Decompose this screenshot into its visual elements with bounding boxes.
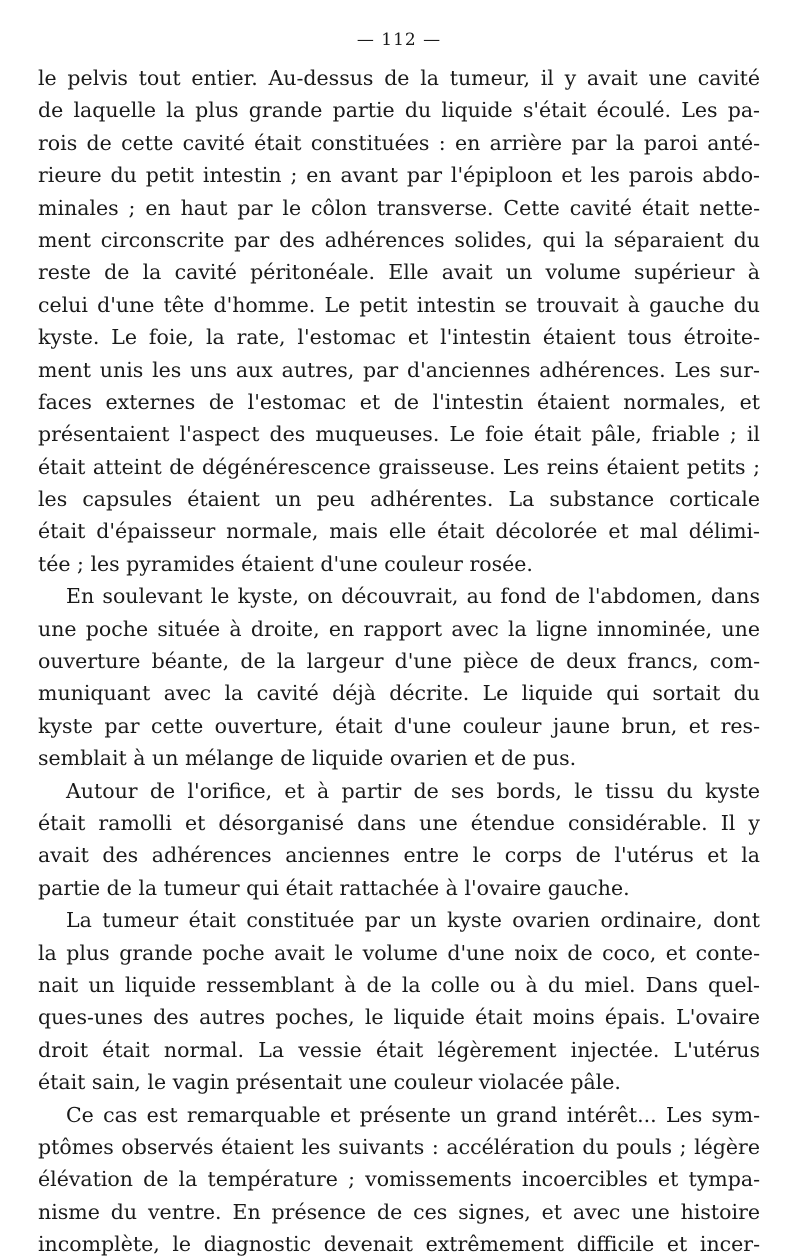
text-line: les capsules étaient un peu adhérentes. La substance corticale xyxy=(38,483,760,515)
text-line: ment unis les uns aux autres, par d'anciennes adhérences. Les sur- xyxy=(38,354,760,386)
text-line: la plus grande poche avait le volume d'une noix de coco, et conte- xyxy=(38,937,760,969)
text-line: kyste par cette ouverture, était d'une couleur jaune brun, et res- xyxy=(38,710,760,742)
text-line: le pelvis tout entier. Au-dessus de la tumeur, il y avait une cavité xyxy=(38,62,760,94)
text-line: faces externes de l'estomac et de l'intestin étaient normales, et xyxy=(38,386,760,418)
text-line: de laquelle la plus grande partie du liquide s'était écoulé. Les pa- xyxy=(38,94,760,126)
text-line: une poche située à droite, en rapport avec la ligne innominée, une xyxy=(38,613,760,645)
text-line: muniquant avec la cavité déjà décrite. Le liquide qui sortait du xyxy=(38,677,760,709)
text-line: avait des adhérences anciennes entre le corps de l'utérus et la xyxy=(38,839,760,871)
text-line: partie de la tumeur qui était rattachée à l'ovaire gauche. xyxy=(38,872,760,904)
text-line: celui d'une tête d'homme. Le petit intestin se trouvait à gauche du xyxy=(38,289,760,321)
text-line: En soulevant le kyste, on découvrait, au fond de l'abdomen, dans xyxy=(38,580,760,612)
text-line: ptômes observés étaient les suivants : accélération du pouls ; légère xyxy=(38,1131,760,1163)
text-line: reste de la cavité péritonéale. Elle avait un volume supérieur à xyxy=(38,256,760,288)
paragraph xyxy=(38,775,760,905)
text-line: était sain, le vagin présentait une couleur violacée pâle. xyxy=(38,1066,760,1098)
paragraph xyxy=(38,580,760,774)
page-number: — 112 — xyxy=(38,30,760,50)
text-line: présentaient l'aspect des muqueuses. Le foie était pâle, friable ; il xyxy=(38,418,760,450)
body-text xyxy=(38,62,760,1260)
text-line: élévation de la température ; vomissements incoercibles et tympa- xyxy=(38,1163,760,1195)
book-page xyxy=(38,0,760,1217)
text-line: ment circonscrite par des adhérences solides, qui la séparaient du xyxy=(38,224,760,256)
paragraph xyxy=(38,1099,760,1260)
text-line: Autour de l'orifice, et à partir de ses bords, le tissu du kyste xyxy=(38,775,760,807)
paragraph xyxy=(38,904,760,1098)
text-line: tée ; les pyramides étaient d'une couleur rosée. xyxy=(38,548,760,580)
text-line: ques-unes des autres poches, le liquide était moins épais. L'ovaire xyxy=(38,1001,760,1033)
text-line: rieure du petit intestin ; en avant par l'épiploon et les parois abdo- xyxy=(38,159,760,191)
paragraph xyxy=(38,62,760,580)
text-line: rois de cette cavité était constituées : en arrière par la paroi anté- xyxy=(38,127,760,159)
text-line: droit était normal. La vessie était légèrement injectée. L'utérus xyxy=(38,1034,760,1066)
text-line: était d'épaisseur normale, mais elle était décolorée et mal délimi- xyxy=(38,515,760,547)
text-line: minales ; en haut par le côlon transverse. Cette cavité était nette- xyxy=(38,192,760,224)
text-line: nait un liquide ressemblant à de la colle ou à du miel. Dans quel- xyxy=(38,969,760,1001)
text-line: ouverture béante, de la largeur d'une pièce de deux francs, com- xyxy=(38,645,760,677)
text-line: kyste. Le foie, la rate, l'estomac et l'intestin étaient tous étroite- xyxy=(38,321,760,353)
text-line: nisme du ventre. En présence de ces signes, et avec une histoire xyxy=(38,1196,760,1228)
text-line: était atteint de dégénérescence graisseuse. Les reins étaient petits ; xyxy=(38,451,760,483)
text-line: Ce cas est remarquable et présente un grand intérêt... Les sym- xyxy=(38,1099,760,1131)
text-line: La tumeur était constituée par un kyste ovarien ordinaire, dont xyxy=(38,904,760,936)
text-line: incomplète, le diagnostic devenait extrêmement difficile et incer- xyxy=(38,1228,760,1260)
text-line: semblait à un mélange de liquide ovarien et de pus. xyxy=(38,742,760,774)
text-line: était ramolli et désorganisé dans une étendue considérable. Il y xyxy=(38,807,760,839)
